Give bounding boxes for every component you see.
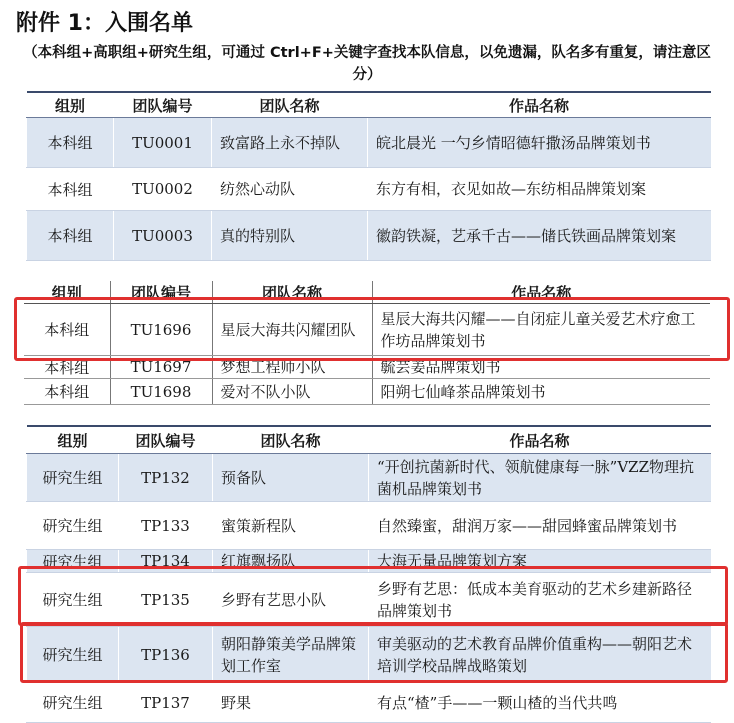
cell-team-id: TP137 xyxy=(119,683,213,723)
cell-group: 研究生组 xyxy=(27,454,119,502)
header-group: 组别 xyxy=(27,92,114,118)
cell-work-name: 毓芸姜品牌策划书 xyxy=(372,356,710,379)
header-team-id: 团队编号 xyxy=(110,281,212,304)
cell-team-name: 爱对不队小队 xyxy=(212,379,372,405)
header-team-name: 团队名称 xyxy=(212,281,372,304)
cell-group: 研究生组 xyxy=(27,683,119,723)
table-header xyxy=(27,92,711,118)
table-undergrad-mid xyxy=(24,281,710,405)
cell-work-name: “开创抗菌新时代、领航健康每一脉”VZZ物理抗菌机品牌策划书 xyxy=(369,454,711,502)
header-work-name: 作品名称 xyxy=(368,92,711,118)
table-row xyxy=(27,573,711,627)
cell-team-id: TU1697 xyxy=(110,356,212,379)
cell-team-name: 红旗飘扬队 xyxy=(213,550,369,573)
header-group: 组别 xyxy=(27,426,119,454)
table-row xyxy=(27,211,711,261)
cell-group: 研究生组 xyxy=(27,502,119,550)
cell-team-name: 野果 xyxy=(213,683,369,723)
table-row xyxy=(27,502,711,550)
header-work-name: 作品名称 xyxy=(372,281,710,304)
header-work-name: 作品名称 xyxy=(369,426,711,454)
cell-team-name: 纺然心动队 xyxy=(212,168,368,211)
cell-team-id: TP135 xyxy=(119,573,213,627)
cell-team-id: TP136 xyxy=(119,627,213,683)
search-note: （本科组+高职组+研究生组，可通过 Ctrl+F+关键字查找本队信息，以免遗漏，队名多有重复，请注意区分） xyxy=(23,45,711,83)
table-row xyxy=(24,379,710,405)
header-group: 组别 xyxy=(24,281,110,304)
table-row xyxy=(27,118,711,168)
header-team-name: 团队名称 xyxy=(212,92,368,118)
table-row xyxy=(27,683,711,723)
cell-work-name: 有点“楂”手——一颗山楂的当代共鸣 xyxy=(369,683,711,723)
cell-group: 本科组 xyxy=(27,168,114,211)
table-row xyxy=(27,168,711,211)
header-team-id: 团队编号 xyxy=(119,426,213,454)
cell-work-name: 东方有相，衣见如故—东纺相品牌策划案 xyxy=(368,168,711,211)
cell-work-name: 星辰大海共闪耀——自闭症儿童关爱艺术疗愈工作坊品牌策划书 xyxy=(372,304,710,356)
cell-team-name: 朝阳静策美学品牌策划工作室 xyxy=(213,627,369,683)
cell-work-name: 阳朔七仙峰茶品牌策划书 xyxy=(372,379,710,405)
table-header xyxy=(24,281,710,304)
cell-team-id: TU0001 xyxy=(114,118,212,168)
cell-group: 研究生组 xyxy=(27,573,119,627)
cell-work-name: 乡野有艺思：低成本美育驱动的艺术乡建新路径品牌策划书 xyxy=(369,573,711,627)
cell-group: 本科组 xyxy=(27,118,114,168)
cell-team-id: TU0002 xyxy=(114,168,212,211)
cell-group: 本科组 xyxy=(27,211,114,261)
cell-team-name: 致富路上永不掉队 xyxy=(212,118,368,168)
table-row xyxy=(24,356,710,379)
cell-team-name: 星辰大海共闪耀团队 xyxy=(212,304,372,356)
cell-work-name: 皖北晨光 一勺乡情昭德轩撒汤品牌策划书 xyxy=(368,118,711,168)
cell-team-name: 梦想工程师小队 xyxy=(212,356,372,379)
cell-team-id: TU1698 xyxy=(110,379,212,405)
cell-team-id: TU0003 xyxy=(114,211,212,261)
cell-group: 本科组 xyxy=(24,356,110,379)
table-header xyxy=(27,426,711,454)
cell-team-id: TP134 xyxy=(119,550,213,573)
table-row xyxy=(27,627,711,683)
cell-team-id: TU1696 xyxy=(110,304,212,356)
cell-group: 本科组 xyxy=(24,379,110,405)
table-undergrad-top xyxy=(26,91,711,261)
cell-group: 研究生组 xyxy=(27,627,119,683)
cell-work-name: 审美驱动的艺术教育品牌价值重构——朝阳艺术培训学校品牌战略策划 xyxy=(369,627,711,683)
cell-team-name: 真的特别队 xyxy=(212,211,368,261)
cell-group: 研究生组 xyxy=(27,550,119,573)
table-row xyxy=(24,304,710,356)
cell-team-id: TP133 xyxy=(119,502,213,550)
cell-work-name: 大海无量品牌策划方案 xyxy=(369,550,711,573)
cell-work-name: 自然臻蜜，甜润万家——甜园蜂蜜品牌策划书 xyxy=(369,502,711,550)
cell-work-name: 徽韵铁凝，艺承千古——储氏铁画品牌策划案 xyxy=(368,211,711,261)
header-team-name: 团队名称 xyxy=(213,426,369,454)
cell-team-name: 乡野有艺思小队 xyxy=(213,573,369,627)
header-team-id: 团队编号 xyxy=(114,92,212,118)
cell-group: 本科组 xyxy=(24,304,110,356)
table-row xyxy=(27,454,711,502)
table-row xyxy=(27,550,711,573)
cell-team-id: TP132 xyxy=(119,454,213,502)
cell-team-name: 蜜策新程队 xyxy=(213,502,369,550)
cell-team-name: 预备队 xyxy=(213,454,369,502)
table-graduate xyxy=(26,425,711,723)
page-title: 附件 1：入围名单 xyxy=(16,11,193,36)
